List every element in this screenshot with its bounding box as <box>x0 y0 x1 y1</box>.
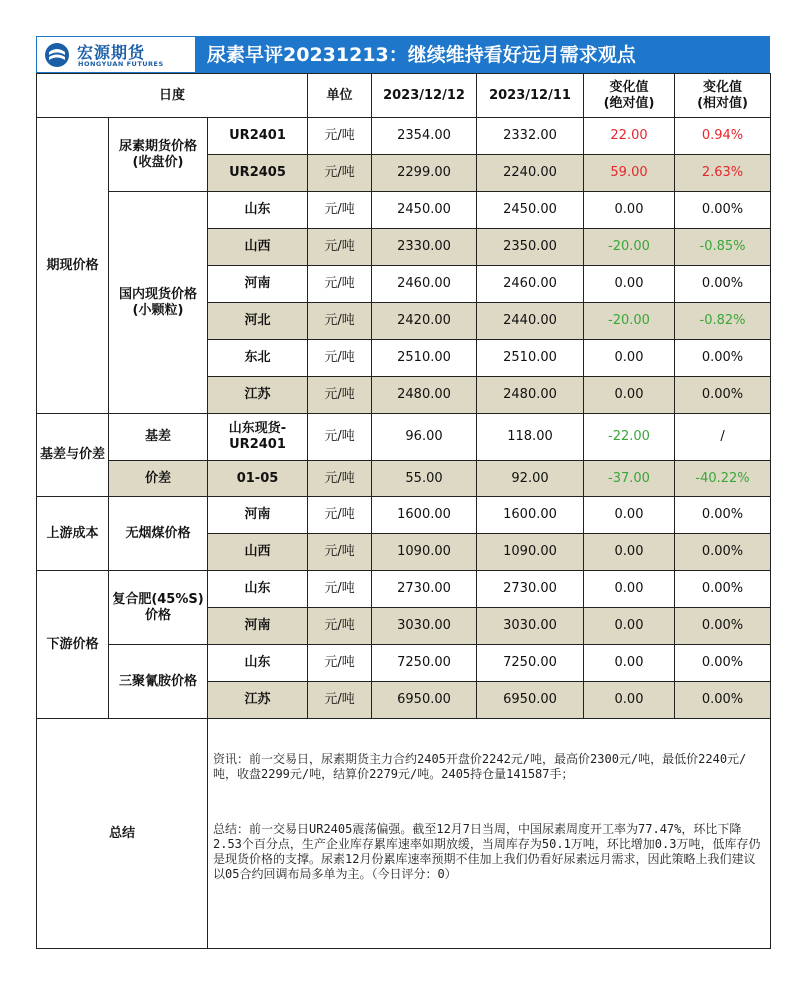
report-banner <box>36 36 770 73</box>
table-row <box>37 118 771 155</box>
table-row <box>37 414 771 461</box>
row-item: 河南 <box>208 608 308 645</box>
row-rel-change: 0.00% <box>675 497 771 534</box>
row-item: 河北 <box>208 303 308 340</box>
row-abs-change: 0.00 <box>584 645 675 682</box>
row-rel-change: 0.00% <box>675 192 771 229</box>
group-futures-spot: 期现价格 <box>37 118 109 414</box>
row-rel-change: 0.00% <box>675 645 771 682</box>
row-unit: 元/吨 <box>308 118 372 155</box>
logo-text-en: HONGYUAN FUTURES <box>78 60 164 68</box>
row-previous: 2460.00 <box>477 266 584 303</box>
row-abs-change: 0.00 <box>584 571 675 608</box>
row-previous: 2440.00 <box>477 303 584 340</box>
header-indicator: 日度 <box>37 74 308 118</box>
summary-conclusion: 总结：前一交易日UR2405震荡偏强。截至12月7日当周，中国尿素周度开工率为77.47%，环比下降2.53个百分点，生产企业库存累库速率如期放缓，当周库存为50.1万吨，环比增加0.3万吨，低库存仍是现货价格的支撑。尿素12月份累库速率预期不佳加上我们仍看好尿素远月需求，因此策略上我们建议以05合约回调布局多单为主。（今日评分：0） <box>213 822 761 881</box>
logo-text-cn: 宏源期货 <box>77 43 146 62</box>
hongyuan-logo-icon <box>44 42 70 68</box>
table-row <box>37 497 771 534</box>
row-current: 2460.00 <box>372 266 477 303</box>
row-current: 6950.00 <box>372 682 477 719</box>
row-previous: 2480.00 <box>477 377 584 414</box>
row-abs-change: 0.00 <box>584 266 675 303</box>
summary-content <box>208 719 771 949</box>
row-item: 山东现货- UR2401 <box>208 414 308 461</box>
row-item: 山东 <box>208 192 308 229</box>
row-unit: 元/吨 <box>308 303 372 340</box>
subgroup-anthracite: 无烟煤价格 <box>109 497 208 571</box>
row-unit: 元/吨 <box>308 340 372 377</box>
price-table <box>36 73 771 949</box>
row-abs-change: 0.00 <box>584 497 675 534</box>
subgroup-melamine: 三聚氰胺价格 <box>109 645 208 719</box>
row-unit: 元/吨 <box>308 229 372 266</box>
row-previous: 2510.00 <box>477 340 584 377</box>
subgroup-spread: 价差 <box>109 461 208 497</box>
row-previous: 2730.00 <box>477 571 584 608</box>
header-abs-change: 变化值 (绝对值) <box>584 74 675 118</box>
summary-row <box>37 719 771 949</box>
subgroup-spot-price: 国内现货价格 (小颗粒) <box>109 192 208 414</box>
row-current: 2299.00 <box>372 155 477 192</box>
row-previous: 2350.00 <box>477 229 584 266</box>
report-sheet <box>36 36 770 949</box>
row-abs-change: 22.00 <box>584 118 675 155</box>
row-previous: 118.00 <box>477 414 584 461</box>
row-rel-change: -40.22% <box>675 461 771 497</box>
row-rel-change: 0.94% <box>675 118 771 155</box>
row-unit: 元/吨 <box>308 266 372 303</box>
row-abs-change: 0.00 <box>584 340 675 377</box>
table-row <box>37 571 771 608</box>
row-item: 01-05 <box>208 461 308 497</box>
subgroup-futures-price: 尿素期货价格 (收盘价) <box>109 118 208 192</box>
row-current: 2510.00 <box>372 340 477 377</box>
header-unit: 单位 <box>308 74 372 118</box>
header-date-current: 2023/12/12 <box>372 74 477 118</box>
row-unit: 元/吨 <box>308 534 372 571</box>
row-item: 山东 <box>208 571 308 608</box>
row-item: 江苏 <box>208 682 308 719</box>
row-current: 2330.00 <box>372 229 477 266</box>
row-rel-change: 0.00% <box>675 608 771 645</box>
row-unit: 元/吨 <box>308 377 372 414</box>
row-unit: 元/吨 <box>308 645 372 682</box>
row-item: 山西 <box>208 534 308 571</box>
row-unit: 元/吨 <box>308 155 372 192</box>
row-unit: 元/吨 <box>308 461 372 497</box>
row-current: 2450.00 <box>372 192 477 229</box>
row-item: 山东 <box>208 645 308 682</box>
row-item: 河南 <box>208 266 308 303</box>
row-current: 7250.00 <box>372 645 477 682</box>
report-title: 尿素早评20231213：继续维持看好远月需求观点 <box>207 44 636 66</box>
row-current: 2480.00 <box>372 377 477 414</box>
group-upstream: 上游成本 <box>37 497 109 571</box>
row-rel-change: / <box>675 414 771 461</box>
table-row <box>37 192 771 229</box>
row-rel-change: -0.85% <box>675 229 771 266</box>
header-rel-change: 变化值 (相对值) <box>675 74 771 118</box>
table-row <box>37 461 771 497</box>
group-downstream: 下游价格 <box>37 571 109 719</box>
summary-news: 资讯：前一交易日，尿素期货主力合约2405开盘价2242元/吨，最高价2300元/吨，最低价2240元/吨，收盘2299元/吨，结算价2279元/吨。2405持仓量141587手； <box>213 752 747 781</box>
row-unit: 元/吨 <box>308 414 372 461</box>
row-previous: 92.00 <box>477 461 584 497</box>
row-previous: 6950.00 <box>477 682 584 719</box>
row-previous: 2240.00 <box>477 155 584 192</box>
row-abs-change: 0.00 <box>584 377 675 414</box>
row-unit: 元/吨 <box>308 571 372 608</box>
row-abs-change: 59.00 <box>584 155 675 192</box>
row-item: 河南 <box>208 497 308 534</box>
row-abs-change: 0.00 <box>584 682 675 719</box>
row-rel-change: 0.00% <box>675 534 771 571</box>
row-abs-change: -20.00 <box>584 303 675 340</box>
row-previous: 3030.00 <box>477 608 584 645</box>
row-rel-change: 0.00% <box>675 266 771 303</box>
row-previous: 7250.00 <box>477 645 584 682</box>
row-item: UR2401 <box>208 118 308 155</box>
row-previous: 2332.00 <box>477 118 584 155</box>
row-rel-change: 2.63% <box>675 155 771 192</box>
row-unit: 元/吨 <box>308 682 372 719</box>
subgroup-basis: 基差 <box>109 414 208 461</box>
group-basis-spread: 基差与价差 <box>37 414 109 497</box>
row-rel-change: 0.00% <box>675 682 771 719</box>
table-header-row <box>37 74 771 118</box>
row-current: 2730.00 <box>372 571 477 608</box>
row-unit: 元/吨 <box>308 192 372 229</box>
row-abs-change: 0.00 <box>584 608 675 645</box>
row-unit: 元/吨 <box>308 608 372 645</box>
row-current: 2354.00 <box>372 118 477 155</box>
row-current: 96.00 <box>372 414 477 461</box>
row-previous: 1090.00 <box>477 534 584 571</box>
row-current: 55.00 <box>372 461 477 497</box>
row-abs-change: -37.00 <box>584 461 675 497</box>
row-abs-change: -20.00 <box>584 229 675 266</box>
row-rel-change: 0.00% <box>675 377 771 414</box>
row-item: UR2405 <box>208 155 308 192</box>
row-item: 东北 <box>208 340 308 377</box>
row-item: 山西 <box>208 229 308 266</box>
row-abs-change: -22.00 <box>584 414 675 461</box>
row-current: 2420.00 <box>372 303 477 340</box>
row-current: 1090.00 <box>372 534 477 571</box>
row-abs-change: 0.00 <box>584 192 675 229</box>
subgroup-compound-fertilizer: 复合肥(45%S) 价格 <box>109 571 208 645</box>
summary-label: 总结 <box>37 719 208 949</box>
header-date-previous: 2023/12/11 <box>477 74 584 118</box>
row-rel-change: -0.82% <box>675 303 771 340</box>
row-current: 3030.00 <box>372 608 477 645</box>
row-previous: 2450.00 <box>477 192 584 229</box>
row-item: 江苏 <box>208 377 308 414</box>
row-unit: 元/吨 <box>308 497 372 534</box>
table-row <box>37 645 771 682</box>
row-rel-change: 0.00% <box>675 340 771 377</box>
row-current: 1600.00 <box>372 497 477 534</box>
row-previous: 1600.00 <box>477 497 584 534</box>
company-logo <box>36 36 196 73</box>
row-rel-change: 0.00% <box>675 571 771 608</box>
row-abs-change: 0.00 <box>584 534 675 571</box>
